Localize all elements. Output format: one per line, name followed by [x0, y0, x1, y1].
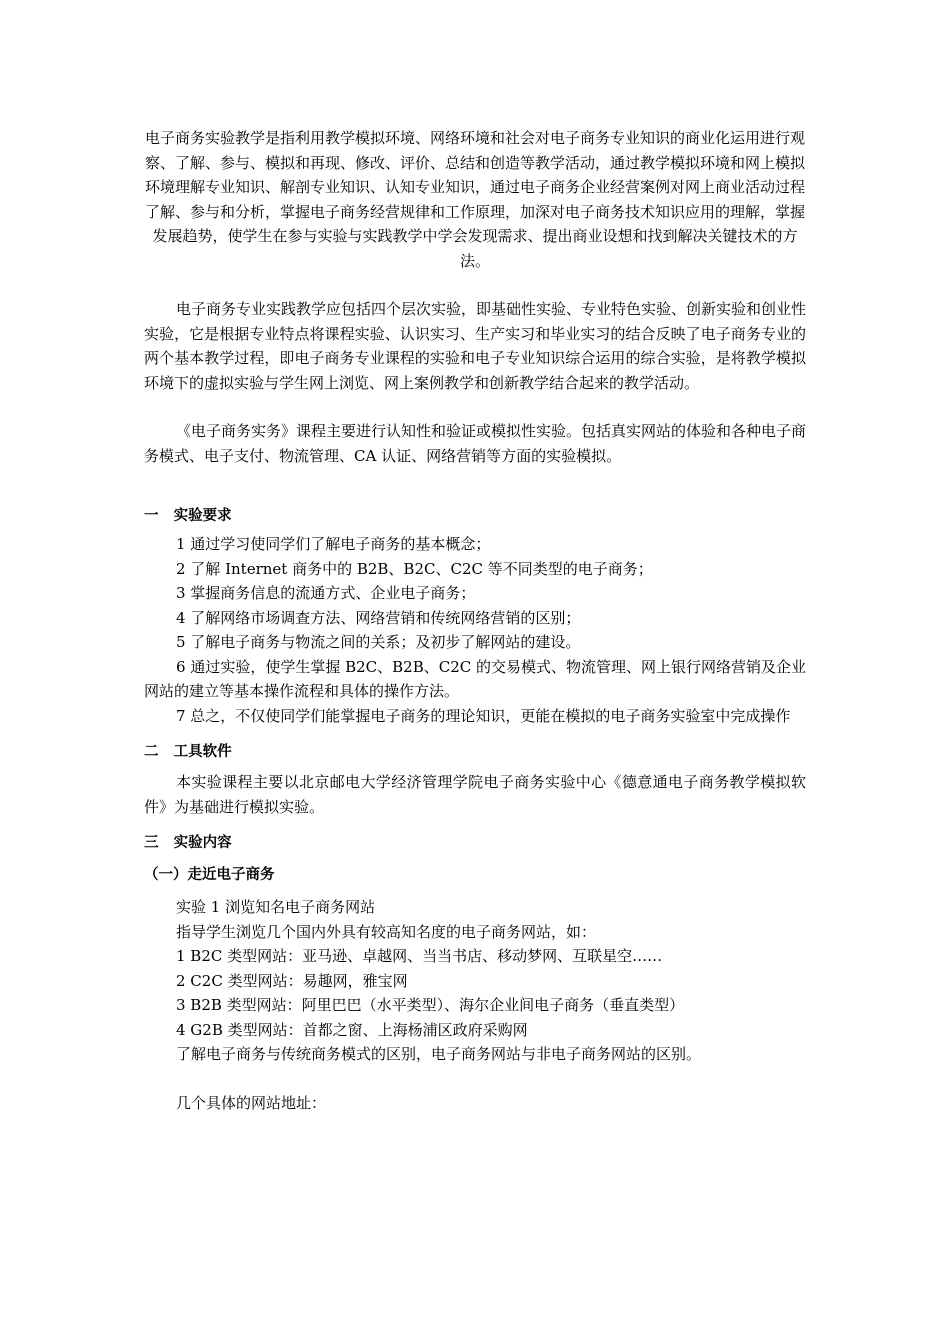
- list-item: 7 总之，不仅使同学们能掌握电子商务的理论知识，更能在模拟的电子商务实验室中完成操作: [176, 706, 791, 725]
- spacer: [144, 395, 806, 419]
- content-line: 4 G2B 类型网站：首都之窗、上海杨浦区政府采购网: [176, 1020, 528, 1039]
- spacer: [144, 1067, 806, 1091]
- subsection-heading: （一）走近电子商务: [144, 867, 275, 883]
- content-line: 1 B2C 类型网站：亚马逊、卓越网、当当书店、移动梦网、互联星空……: [176, 947, 663, 965]
- document-page: [144, 126, 806, 1115]
- list-item: 5 了解电子商务与物流之间的关系；及初步了解网站的建设。: [176, 633, 581, 651]
- spacer: [144, 819, 806, 831]
- spacer: [144, 273, 806, 297]
- list-item: 2 了解 Internet 商务中的 B2B、B2C、C2C 等不同类型的电子商务；: [176, 559, 653, 578]
- list-item: 6 通过实验，使学生掌握 B2C、B2B、C2C 的交易模式、物流管理、网上银行网络营销及企业网站的建立等基本操作流程和具体的操作方法。: [144, 657, 806, 700]
- paragraph-course-overview: 《电子商务实务》课程主要进行认知性和验证或模拟性实验。包括真实网站的体验和各种电子商务模式、电子支付、物流管理、CA 认证、网络营销等方面的实验模拟。: [144, 422, 807, 465]
- content-line: 3 B2B 类型网站：阿里巴巴（水平类型）、海尔企业间电子商务（垂直类型）: [176, 996, 685, 1014]
- spacer: [144, 728, 806, 740]
- list-item: 3 掌握商务信息的流通方式、企业电子商务；: [176, 584, 476, 602]
- website-list-intro: 几个具体的网站地址：: [176, 1093, 327, 1112]
- intro-paragraph: 电子商务实验教学是指利用教学模拟环境、网络环境和社会对电子商务专业知识的商业化运用进行观察、了解、参与、模拟和再现、修改、评价、总结和创造等教学活动，通过教学模拟环境和网上模拟环境理解专业知识、解剖专业知识、认知专业知识，通过电子商务企业经营案例对网上商业活动过程了解、参与和分析，掌握电子商务经营规律和工作原理，加深对电子商务技术知识应用的理解，掌握发展趋势，使学生在参与实验与实践教学中学会发现需求、提出商业设想和找到解决关键技术的方法。: [144, 129, 805, 270]
- paragraph-tools: 本实验课程主要以北京邮电大学经济管理学院电子商务实验中心《德意通电子商务教学模拟软件》为基础进行模拟实验。: [144, 773, 806, 816]
- list-item: 4 了解网络市场调查方法、网络营销和传统网络营销的区别；: [176, 608, 581, 627]
- content-line: 指导学生浏览几个国内外具有较高知名度的电子商务网站，如：: [176, 922, 597, 941]
- section-heading-content: 三 实验内容: [144, 835, 232, 851]
- paragraph-practice-levels: 电子商务专业实践教学应包括四个层次实验，即基础性实验、专业特色实验、创新实验和创业性实验，它是根据专业特点将课程实验、认识实习、生产实习和毕业实习的结合反映了电子商务专业的两个基本教学过程，即电子商务专业课程的实验和电子专业知识综合运用的综合实验，是将教学模拟环境下的虚拟实验与学生网上浏览、网上案例教学和创新教学结合起来的教学活动。: [144, 300, 807, 392]
- content-line: 2 C2C 类型网站：易趣网，雅宝网: [176, 971, 408, 990]
- list-item: 1 通过学习使同学们了解电子商务的基本概念；: [176, 535, 491, 553]
- section-heading-requirements: 一 实验要求: [144, 508, 232, 524]
- section-heading-tools: 二 工具软件: [144, 744, 232, 760]
- content-line: 实验 1 浏览知名电子商务网站: [176, 898, 376, 916]
- spacer: [144, 468, 806, 504]
- content-line: 了解电子商务与传统商务模式的区别，电子商务网站与非电子商务网站的区别。: [176, 1045, 702, 1063]
